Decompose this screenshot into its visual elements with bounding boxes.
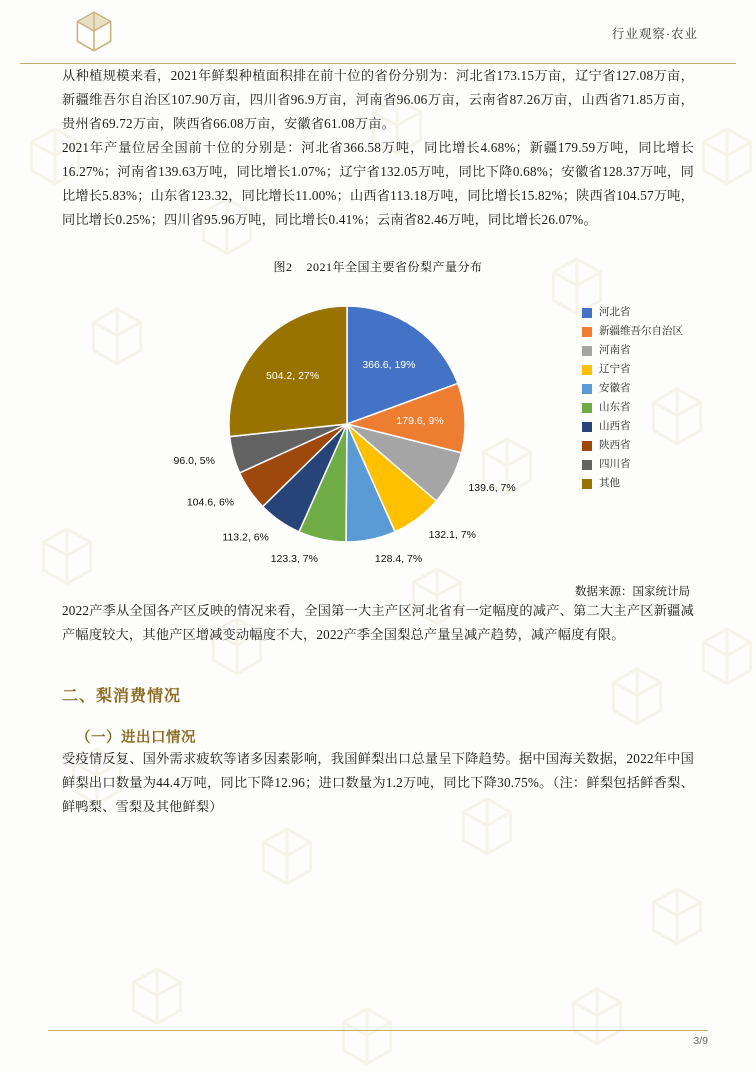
legend-item (582, 341, 683, 360)
figure-caption (62, 258, 694, 275)
legend-item (582, 360, 683, 379)
legend-label: 四川省 (599, 458, 631, 470)
legend-item (582, 417, 683, 436)
legend-item (582, 398, 683, 417)
legend-label: 陕西省 (599, 439, 631, 451)
legend-item (582, 379, 683, 398)
pie-slice-label: 132.1, 7% (428, 528, 476, 541)
legend-swatch (582, 308, 592, 318)
legend-swatch (582, 460, 592, 470)
legend-label: 新疆维吾尔自治区 (599, 325, 683, 337)
figure-title-text: 2021年全国主要省份梨产量分布 (306, 260, 483, 274)
legend-swatch (582, 346, 592, 356)
pie-slice-label: 104.6, 6% (186, 496, 235, 509)
pie-slice-label: 139.6, 7% (468, 482, 516, 495)
legend-item (582, 303, 683, 322)
pie-chart (62, 281, 694, 581)
pie-slice-label: 504.2, 27% (265, 370, 320, 383)
page-header (20, 0, 736, 64)
legend-label: 其他 (599, 477, 620, 489)
legend-item (582, 322, 683, 341)
legend-swatch (582, 403, 592, 413)
page-footer (0, 1030, 756, 1047)
pie-slice-label: 113.2, 6% (222, 531, 269, 544)
subsection-heading-trade: （一）进出口情况 (76, 730, 196, 746)
page-number: 3/9 (693, 1035, 708, 1047)
pie-slice-label: 128.4, 7% (374, 553, 423, 566)
section-heading-consumption: 二、梨消费情况 (62, 688, 182, 705)
paragraph-trade: 受疫情反复、国外需求疲软等诸多因素影响，我国鲜梨出口总量呈下降趋势。据中国海关数据，2022年中国鲜梨出口数量为44.4万吨，同比下降12.96；进口数量为1.2万吨，同比下降30.75%。（注：鲜梨包括鲜香梨、鲜鸭梨、雪梨及其他鲜梨） (62, 751, 694, 814)
legend-label: 河南省 (599, 344, 631, 356)
legend-item (582, 436, 683, 455)
legend-swatch (582, 384, 592, 394)
legend-item (582, 455, 683, 474)
legend-label: 山东省 (599, 401, 631, 413)
pie-slice-label: 366.6, 19% (362, 359, 416, 372)
paragraph-production-trend: 2022产季从全国各产区反映的情况来看，全国第一大主产区河北省有一定幅度的减产、第二大主产区新疆减产幅度较大，其他产区增减变动幅度不大，2022产季全国梨总产量呈减产趋势，减产幅度有限。 (62, 603, 694, 642)
legend-label: 河北省 (599, 306, 631, 318)
legend-swatch (582, 327, 592, 337)
pie-chart-canvas (173, 289, 516, 566)
legend-swatch (582, 422, 592, 432)
legend-label: 安徽省 (599, 382, 631, 394)
legend-label: 辽宁省 (599, 363, 631, 375)
pie-slice-label: 96.0, 5% (173, 455, 215, 468)
paragraph-planting-scale: 从种植规模来看，2021年鲜梨种植面积排在前十位的省份分别为：河北省173.15万亩，辽宁省127.08万亩，新疆维吾尔自治区107.90万亩，四川省96.9万亩，河南省96.06万亩，云南省87.26万亩，山西省71.85万亩，贵州省69.72万亩，陕西省66.08万亩，安徽省61.08万亩。 (62, 68, 694, 131)
legend-swatch (582, 479, 592, 489)
chart-legend (582, 303, 683, 493)
pie-slice-label: 123.3, 7% (270, 552, 318, 565)
figure-label: 图2 (273, 260, 293, 274)
pie-slice-label: 179.6, 9% (396, 415, 444, 428)
legend-swatch (582, 441, 592, 451)
legend-item (582, 474, 683, 493)
paragraph-output-ranking: 2021年产量位居全国前十位的分别是：河北省366.58万吨，同比增长4.68%；新疆179.59万吨，同比增长16.27%；河南省139.63万吨，同比增长1.07%；辽宁省132.05万吨，同比下降0.68%；安徽省128.37万吨，同比增长5.83%；山东省123.32，同比增长11.00%；山西省113.18万吨，同比增长15.82%；陕西省104.57万吨，同比增长0.25%；四川省95.96万吨，同比增长0.41%；云南省82.46万吨，同比增长26.07%。 (62, 140, 694, 227)
data-source: 数据来源：国家统计局 (575, 586, 690, 598)
legend-label: 山西省 (599, 420, 631, 432)
legend-swatch (582, 365, 592, 375)
header-title: 行业观察·农业 (611, 27, 698, 41)
cube-logo-icon (68, 6, 120, 58)
